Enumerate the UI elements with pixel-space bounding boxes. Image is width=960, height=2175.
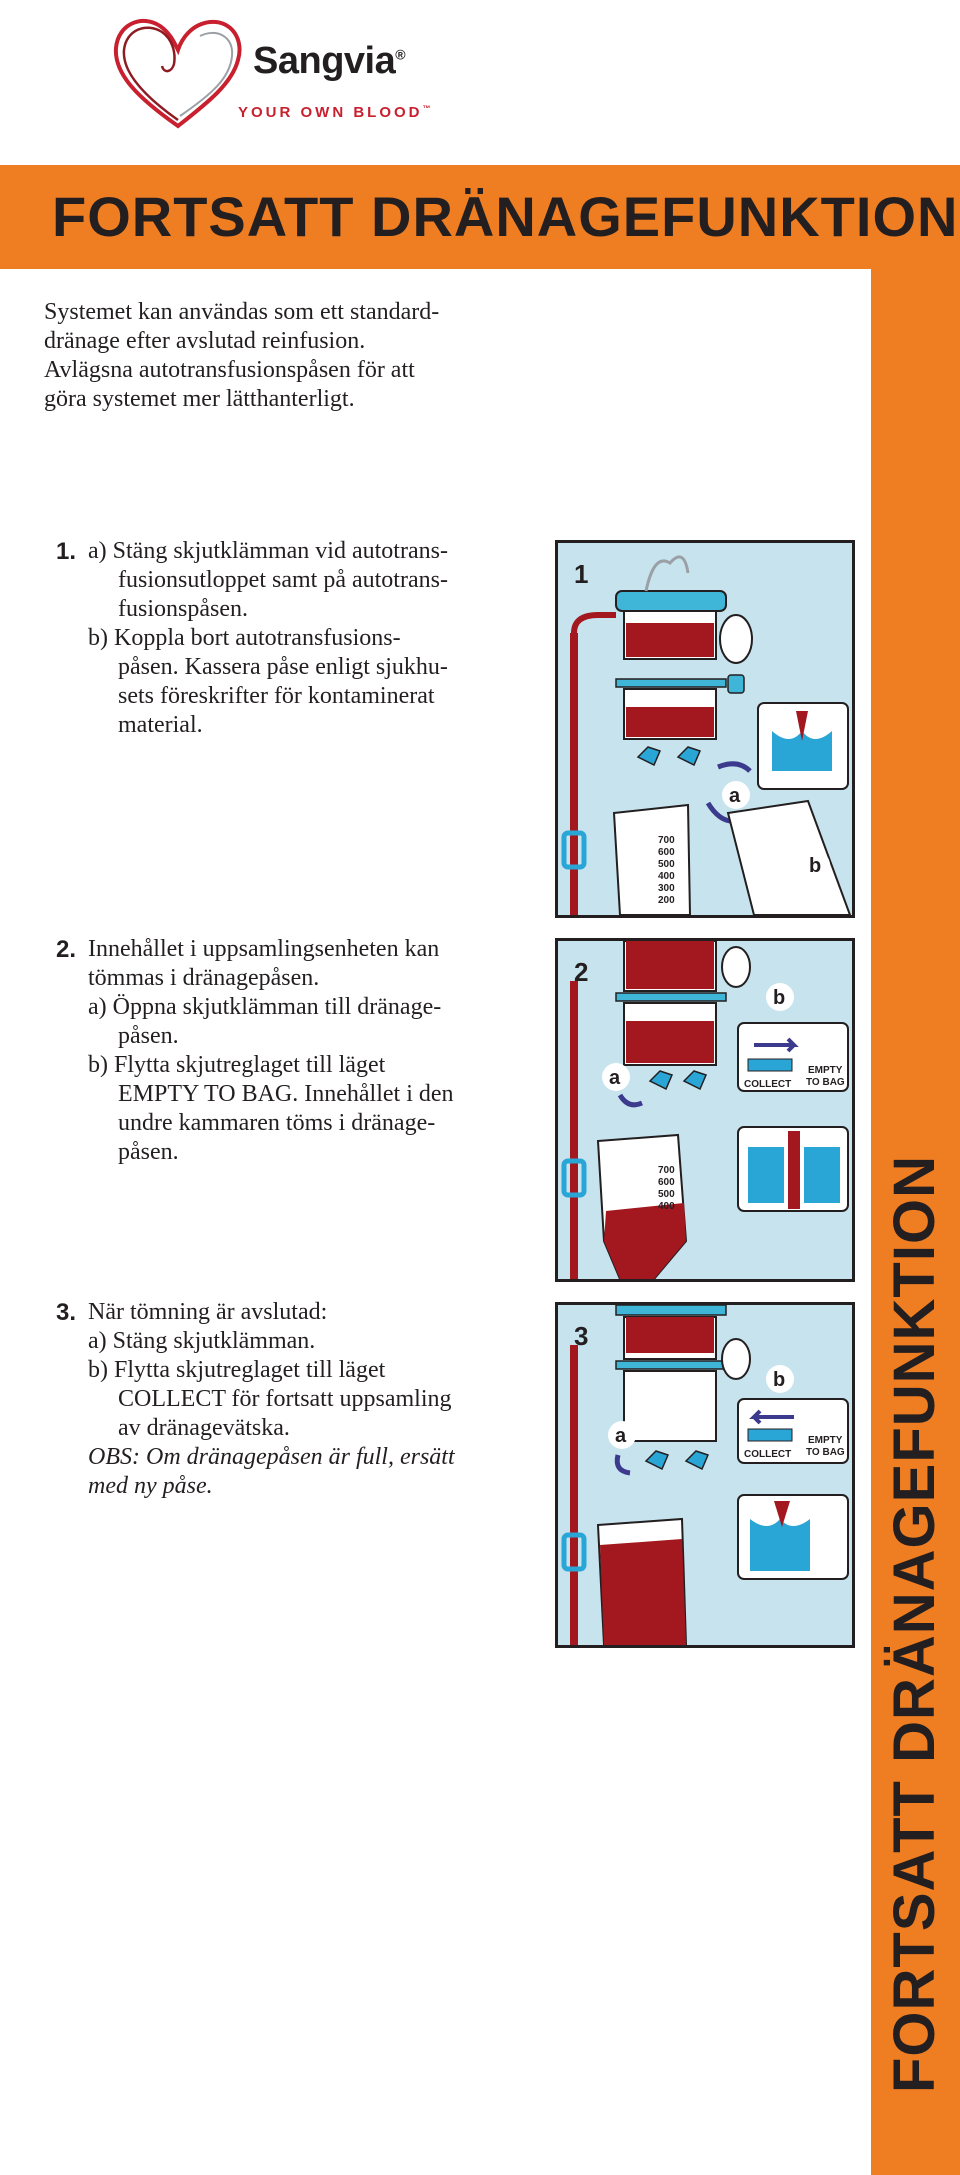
step-line: a) Stäng skjutklämman vid autotrans- [88,538,448,564]
svg-text:400: 400 [658,1201,675,1212]
pump-bulb [722,1339,750,1379]
figure-1 [555,540,855,918]
step-line: b) Flytta skjutreglaget till läget [88,1357,386,1383]
slider-switch [748,1059,792,1071]
figure-2 [555,938,855,1282]
svg-text:300: 300 [658,883,675,894]
step-1 [56,537,536,740]
step-line: När tömning är avslutad: [88,1299,328,1325]
figure-number: 1 [574,559,589,589]
step-line: av dränagevätska. [118,1415,290,1441]
page-title: FORTSATT DRÄNAGEFUNKTION [52,185,959,248]
step-line: a) Stäng skjutklämman. [88,1328,316,1354]
bag-scale [658,835,675,906]
slide-clamp [646,1451,668,1469]
label-b: b [773,1369,786,1391]
intro-line: Avlägsna autotransfusionspåsen för att [44,357,415,383]
label-b: b [809,855,822,877]
step-line: fusionspåsen. [118,596,248,622]
sangvia-logo [108,8,468,138]
step-number: 2. [56,936,77,963]
label-a: a [729,785,741,807]
autotransfusion-bag [728,801,850,915]
intro-line: Systemet kan användas som ett standard- [44,299,440,325]
step-line: EMPTY TO BAG. Innehållet i den [118,1081,454,1107]
tube [570,1345,578,1645]
svg-text:700: 700 [658,835,675,846]
slide-clamp [684,1071,706,1089]
slider-collect-label: COLLECT [744,1079,792,1090]
label-a: a [609,1067,621,1089]
step-line: påsen. [118,1023,179,1049]
step-line: material. [118,712,203,738]
step-2 [56,935,536,1167]
tube [570,981,578,1279]
step-line: b) Koppla bort autotransfusions- [88,625,401,651]
slide-clamp [638,747,660,765]
step-line: COLLECT för fortsatt uppsamling [118,1386,452,1412]
step-line: sets föreskrifter för kontaminerat [118,683,435,709]
figure-3 [555,1302,855,1648]
svg-text:200: 200 [658,895,675,906]
step-line: tömmas i dränagepåsen. [88,965,320,991]
figure-3-illustration [558,1305,852,1645]
svg-text:500: 500 [658,1189,675,1200]
svg-text:500: 500 [658,859,675,870]
figure-1-illustration [558,543,852,915]
label-b: b [773,987,786,1009]
svg-text:400: 400 [658,871,675,882]
drainage-bag [614,805,690,915]
step-number: 1. [56,538,77,565]
step-line: b) Flytta skjutreglaget till läget [88,1052,386,1078]
step-3 [56,1298,536,1501]
brand-name: Sangvia® [253,40,406,82]
canister-lower [624,1371,716,1441]
step-note: OBS: Om dränagepåsen är full, ersätt [88,1444,455,1470]
slider-empty-label: EMPTY [808,1065,843,1076]
tube [570,633,578,915]
step-line: påsen. Kassera påse enligt sjukhu- [118,654,448,680]
step-line: påsen. [118,1139,179,1165]
step-number: 3. [56,1299,77,1326]
svg-text:600: 600 [658,1177,675,1188]
slider-switch [748,1429,792,1441]
svg-text:600: 600 [658,847,675,858]
pump-bulb [720,615,752,663]
figure-2-illustration [558,941,852,1279]
heart-logo-icon [108,8,248,138]
step-note: med ny påse. [88,1473,213,1499]
step-line: a) Öppna skjutklämman till dränage- [88,994,442,1020]
slider-collect-label: COLLECT [744,1449,792,1460]
label-a: a [615,1425,627,1447]
bag-scale [658,1165,675,1212]
side-title [872,2007,916,2093]
svg-text:700: 700 [658,1165,675,1176]
slide-clamp [686,1451,708,1469]
slider-tobag-label: TO BAG [806,1447,845,1458]
slider-empty-label: EMPTY [808,1435,843,1446]
intro-paragraph [44,298,544,414]
brand-tagline: YOUR OWN BLOOD™ [238,104,434,121]
slide-clamp [650,1071,672,1089]
intro-line: dränage efter avslutad reinfusion. [44,328,366,354]
step-line: undre kammaren töms i dränage- [118,1110,436,1136]
slider-tobag-label: TO BAG [806,1077,845,1088]
figure-number: 3 [574,1321,589,1351]
figure-number: 2 [574,957,589,987]
step-line: fusionsutloppet samt på autotrans- [118,567,448,593]
pump-bulb [722,947,750,987]
intro-line: göra systemet mer lätthanterligt. [44,386,355,412]
slide-clamp [678,747,700,765]
step-line: Innehållet i uppsamlingsenheten kan [88,936,440,962]
